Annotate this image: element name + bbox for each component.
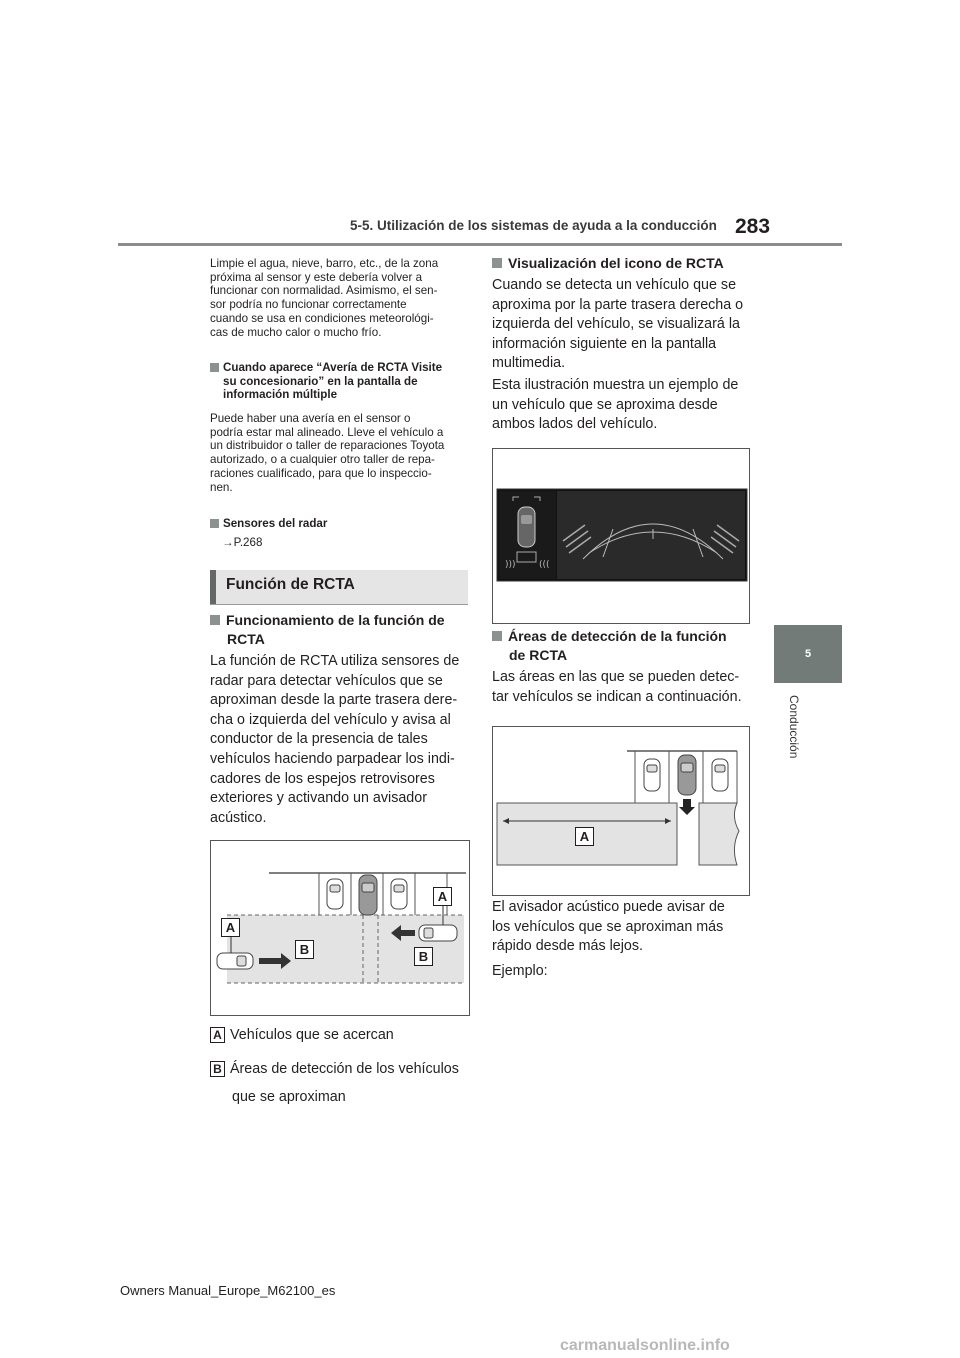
text-line: sor podría no funcionar correctamente bbox=[210, 298, 407, 312]
text-line: Esta ilustración muestra un ejemplo de bbox=[492, 377, 739, 393]
text-line: La función de RCTA utiliza sensores de bbox=[210, 653, 460, 669]
rcta-operation-diagram bbox=[211, 841, 469, 1015]
paragraph-sensor-cleaning bbox=[210, 257, 472, 339]
text-line: un vehículo que se aproxima desde bbox=[492, 396, 718, 413]
paragraph-illustration-note bbox=[492, 376, 757, 435]
subheading-rcta-fault bbox=[210, 361, 472, 402]
figure-detection-areas bbox=[492, 726, 750, 896]
detection-area-diagram bbox=[493, 727, 749, 895]
example-label: Ejemplo: bbox=[492, 963, 548, 979]
text-line: Puede haber una avería en el sensor o bbox=[210, 412, 411, 425]
chapter-tab bbox=[774, 625, 842, 683]
paragraph-operation bbox=[210, 652, 475, 828]
header-rule bbox=[118, 243, 842, 246]
square-bullet-icon bbox=[492, 631, 502, 641]
square-bullet-icon bbox=[210, 363, 219, 372]
heading-line: RCTA bbox=[227, 631, 265, 647]
text-line: información siguiente en la pantalla bbox=[492, 335, 717, 352]
page-number: 283 bbox=[735, 215, 771, 238]
text-line: El avisador acústico puede avisar de bbox=[492, 899, 725, 915]
page-reference-link[interactable]: →P.268 bbox=[222, 536, 263, 549]
text-line: funcionar con normalidad. Asimismo, el sen- bbox=[210, 284, 438, 298]
rcta-left-indicator-icon: ))) bbox=[505, 560, 516, 570]
legend-badge: B bbox=[210, 1061, 225, 1077]
square-bullet-icon bbox=[210, 519, 219, 528]
text-line: los vehículos que se aproximan más bbox=[492, 918, 724, 935]
text-line: Limpie el agua, nieve, barro, etc., de la zona bbox=[210, 257, 439, 270]
square-bullet-icon bbox=[492, 258, 502, 268]
text-line: ambos lados del vehículo. bbox=[492, 416, 658, 433]
legend-text: Áreas de detección de los vehículos bbox=[230, 1061, 459, 1077]
text-line: multimedia. bbox=[492, 355, 566, 372]
legend-badge: A bbox=[210, 1027, 225, 1043]
heading-line: su concesionario” en la pantalla de bbox=[223, 374, 418, 388]
text-line: conductor de la presencia de tales bbox=[210, 731, 428, 748]
parked-car-icon bbox=[644, 755, 728, 795]
text-line: radar para detectar vehículos que se bbox=[210, 672, 443, 689]
heading-line: información múltiple bbox=[223, 388, 338, 402]
subheading-icon-display bbox=[492, 254, 754, 273]
text-line: aproxima por la parte trasera derecha o bbox=[492, 296, 744, 313]
text-line: acústico. bbox=[210, 809, 267, 826]
text-line: rápido desde más lejos. bbox=[492, 938, 643, 955]
label-a: A bbox=[575, 827, 594, 846]
legend-item-b bbox=[210, 1060, 472, 1080]
paragraph-buzzer bbox=[492, 898, 757, 957]
approaching-car-right-icon bbox=[419, 925, 457, 941]
text-line: exteriores y activando un avisador bbox=[210, 790, 427, 807]
square-bullet-icon bbox=[210, 615, 220, 625]
text-line: Las áreas en las que se pueden detec- bbox=[492, 669, 740, 685]
figure-rcta-operation bbox=[210, 840, 470, 1016]
chapter-number: 5 bbox=[804, 648, 812, 660]
subheading-detection-areas bbox=[492, 627, 754, 665]
heading-text: Visualización del icono de RCTA bbox=[508, 255, 724, 271]
reverse-arrow-icon bbox=[679, 799, 695, 815]
label-b-left: B bbox=[295, 940, 314, 959]
text-line: Cuando se detecta un vehículo que se bbox=[492, 277, 737, 293]
detection-area-far bbox=[699, 803, 739, 865]
section-heading-text: Función de RCTA bbox=[226, 576, 355, 593]
text-line: tar vehículos se indican a continuación. bbox=[492, 688, 742, 705]
heading-line: Cuando aparece “Avería de RCTA Visite bbox=[223, 361, 443, 374]
legend-text-continued: que se aproximan bbox=[232, 1089, 346, 1105]
heading-text: Sensores del radar bbox=[223, 517, 328, 530]
heading-line: Funcionamiento de la función de bbox=[226, 612, 445, 628]
rcta-right-indicator-icon: ((( bbox=[539, 560, 550, 570]
section-heading-box bbox=[210, 570, 468, 605]
parked-car-icon bbox=[327, 875, 407, 915]
chapter-label-text: Conducción bbox=[787, 695, 801, 759]
text-line: vehículos haciendo parpadear los indi- bbox=[210, 750, 455, 767]
footer-manual-id: Owners Manual_Europe_M62100_es bbox=[120, 1283, 336, 1298]
text-line: raciones cualificado, para que lo inspeccio- bbox=[210, 466, 432, 480]
heading-line: Áreas de detección de la función bbox=[508, 628, 727, 644]
text-line: nen. bbox=[210, 480, 233, 494]
text-line: autorizado, o a cualquier otro taller de repa- bbox=[210, 453, 435, 467]
section-title: 5-5. Utilización de los sistemas de ayuda a la conducción bbox=[350, 218, 717, 233]
label-b-right: B bbox=[414, 947, 433, 966]
chapter-label bbox=[777, 695, 809, 805]
text-line: próxima al sensor y este debería volver a bbox=[210, 270, 423, 284]
text-line: cas de mucho calor o mucho frío. bbox=[210, 325, 382, 339]
label-a-right: A bbox=[433, 887, 452, 906]
paragraph-icon-display bbox=[492, 276, 757, 374]
heading-line: de RCTA bbox=[509, 647, 568, 663]
text-line: cha o izquierda del vehículo y avisa al bbox=[210, 711, 451, 728]
subheading-operation bbox=[210, 611, 472, 649]
subheading-radar-sensors bbox=[210, 517, 327, 531]
multimedia-screen-diagram bbox=[493, 449, 749, 623]
figure-multimedia-display bbox=[492, 448, 750, 624]
legend-text: Vehículos que se acercan bbox=[230, 1027, 394, 1043]
text-line: aproximan desde la parte trasera dere- bbox=[210, 692, 458, 709]
paragraph-fault bbox=[210, 412, 472, 494]
text-line: cadores de los espejos retrovisores bbox=[210, 770, 435, 787]
heading-accent-bar bbox=[210, 570, 216, 604]
legend-item-a bbox=[210, 1026, 472, 1046]
watermark: carmanualsonline.info bbox=[560, 1337, 730, 1354]
paragraph-detection-areas bbox=[492, 668, 757, 707]
text-line: izquierda del vehículo, se visualizará la bbox=[492, 316, 740, 333]
text-line: podría estar mal alineado. Lleve el vehículo a bbox=[210, 425, 444, 439]
text-line: un distribuidor o taller de reparaciones Toyota bbox=[210, 439, 445, 453]
approaching-car-left-icon bbox=[217, 953, 253, 969]
text-line: cuando se usa en condiciones meteorológi- bbox=[210, 311, 434, 325]
label-a-left: A bbox=[221, 918, 240, 937]
